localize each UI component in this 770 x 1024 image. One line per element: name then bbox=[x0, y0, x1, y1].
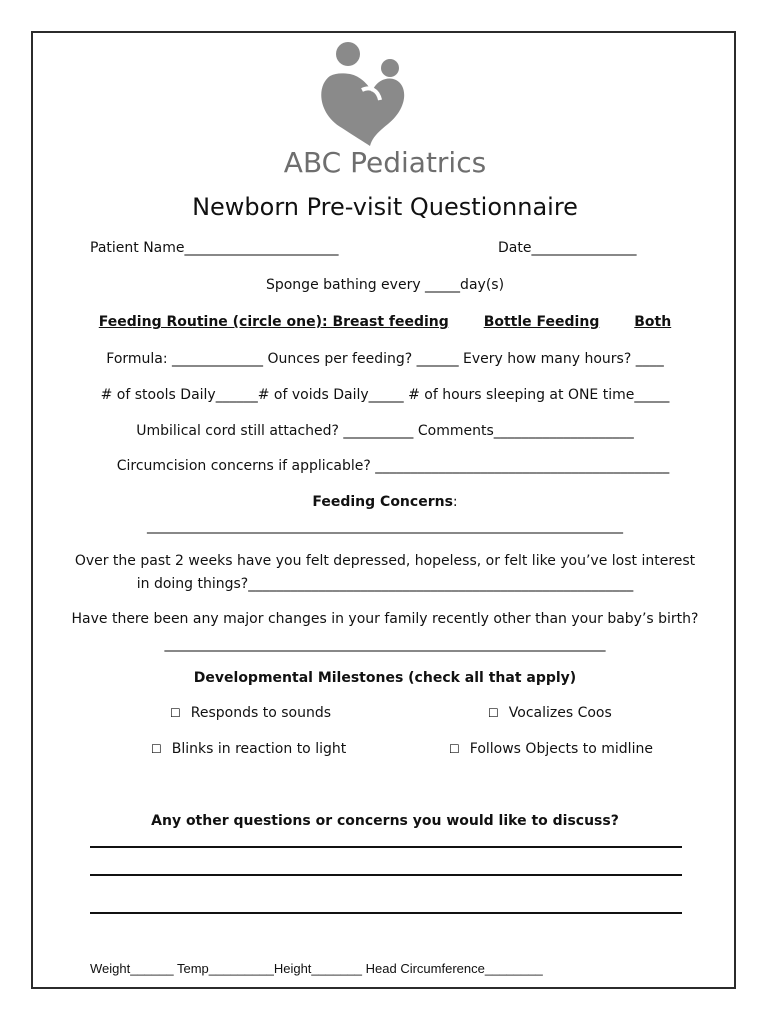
checkbox-icon[interactable]: ☐ bbox=[170, 706, 181, 720]
milestone-label: Follows Objects to midline bbox=[469, 741, 653, 757]
mother-child-heart-icon bbox=[312, 40, 422, 148]
checkbox-icon[interactable]: ☐ bbox=[151, 742, 162, 756]
vitals-footer[interactable]: Weight______ Temp_________Height_______ Head Circumference________ bbox=[90, 961, 543, 976]
answer-line[interactable] bbox=[90, 874, 682, 876]
checkbox-icon[interactable]: ☐ bbox=[449, 742, 460, 756]
checkbox-icon[interactable]: ☐ bbox=[488, 706, 499, 720]
family-changes-line[interactable]: _______________________________________________________________ bbox=[164, 636, 606, 652]
milestone-label: Blinks in reaction to light bbox=[171, 741, 347, 757]
depression-answer-line[interactable]: in doing things?_______________________________________________________ bbox=[136, 576, 634, 592]
feeding-routine-row bbox=[0, 314, 770, 330]
formula-field[interactable]: Formula: _____________ Ounces per feeding? ______ Every how many hours? ____ bbox=[106, 351, 664, 367]
other-questions-heading: Any other questions or concerns you would like to discuss? bbox=[151, 813, 619, 829]
bottle-feeding-option[interactable]: Bottle Feeding bbox=[483, 314, 600, 330]
patient-name-field[interactable]: Patient Name______________________ bbox=[90, 240, 339, 256]
milestone-item[interactable] bbox=[170, 705, 331, 721]
answer-line[interactable] bbox=[90, 912, 682, 914]
milestone-item[interactable] bbox=[449, 741, 653, 757]
feeding-concerns-heading bbox=[0, 494, 770, 510]
milestone-item[interactable] bbox=[488, 705, 612, 721]
milestone-label: Responds to sounds bbox=[190, 705, 332, 721]
brand-name: ABC Pediatrics bbox=[283, 146, 487, 179]
sponge-bathing-field[interactable]: Sponge bathing every _____day(s) bbox=[265, 277, 505, 293]
date-field[interactable]: Date_______________ bbox=[498, 240, 637, 256]
feeding-concerns-colon: : bbox=[452, 494, 458, 510]
both-option[interactable]: Both bbox=[634, 314, 672, 330]
milestones-heading: Developmental Milestones (check all that apply) bbox=[193, 670, 577, 686]
family-changes-question: Have there been any major changes in your family recently other than your baby’s birth? bbox=[71, 611, 699, 627]
milestone-item[interactable] bbox=[151, 741, 346, 757]
feeding-routine-label[interactable]: Feeding Routine (circle one): Breast feeding bbox=[98, 314, 449, 330]
depression-question: Over the past 2 weeks have you felt depressed, hopeless, or felt like you’ve lost interest bbox=[74, 553, 696, 569]
circumcision-field[interactable]: Circumcision concerns if applicable? __________________________________________ bbox=[116, 458, 670, 474]
milestone-label: Vocalizes Coos bbox=[508, 705, 612, 721]
form-title: Newborn Pre-visit Questionnaire bbox=[192, 193, 578, 221]
answer-line[interactable] bbox=[90, 846, 682, 848]
feeding-concerns-line[interactable]: ____________________________________________________________________ bbox=[147, 518, 623, 534]
umbilical-cord-field[interactable]: Umbilical cord still attached? __________ Comments____________________ bbox=[136, 423, 634, 439]
stools-voids-field[interactable]: # of stools Daily______# of voids Daily_____ # of hours sleeping at ONE time_____ bbox=[100, 387, 670, 403]
feeding-concerns-label: Feeding Concerns bbox=[312, 494, 453, 510]
